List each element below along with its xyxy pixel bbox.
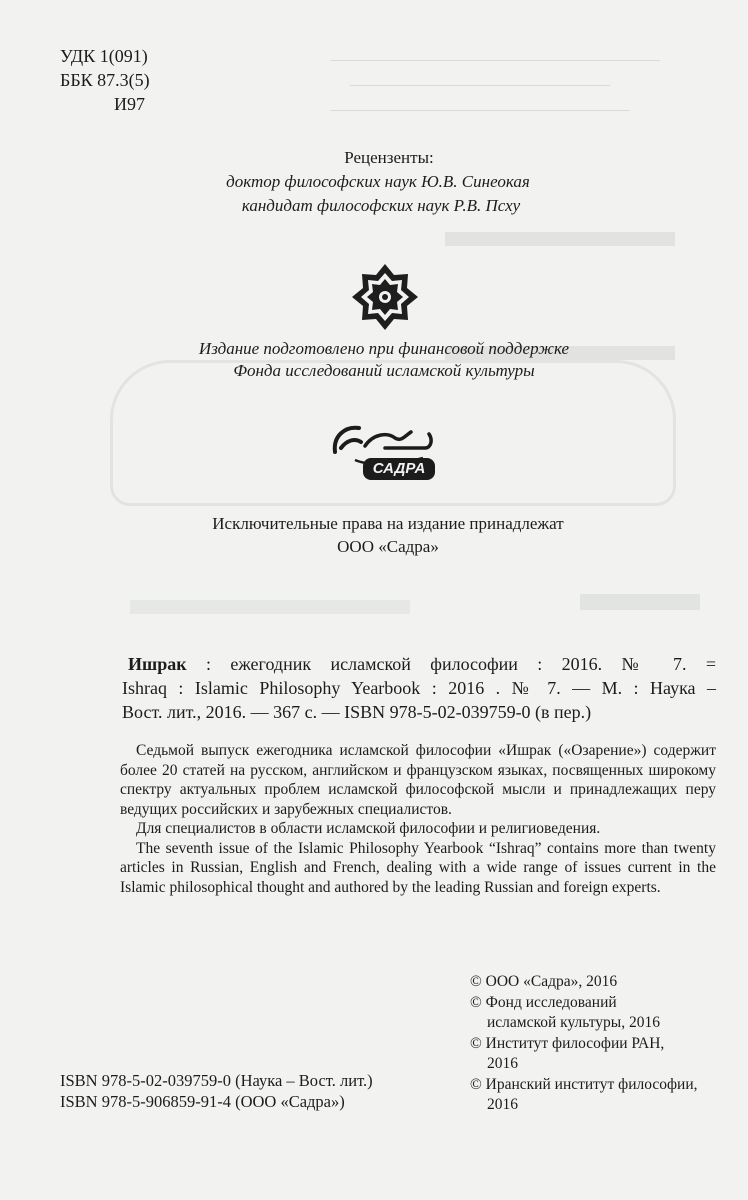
isbn-nauka: ISBN 978-5-02-039759-0 (Наука – Вост. лит.) <box>60 1071 373 1090</box>
copyright-fund-cont: исламской культуры, 2016 <box>487 1014 660 1031</box>
udk-code: УДК 1(091) <box>60 46 148 66</box>
funding-line-1: Издание подготовлено при финансовой поддержке <box>198 339 570 358</box>
bibliographic-record <box>122 652 716 724</box>
biblio-line-2: Ishraq : Islamic Philosophy Yearbook : 2016 . № 7. — М. : Наука – <box>122 678 716 698</box>
annotation-en: The seventh issue of the Islamic Philosophy Yearbook “Ishraq” contains more than twenty articles in Russian, English and French, dealing with a wide range of issues current in the Islamic philosophical thought and authored by the leading Russian and foreign experts. <box>120 839 716 896</box>
copyright-ran-year: 2016 <box>487 1055 518 1072</box>
reviewers-block <box>0 146 748 218</box>
rights-line-1: Исключительные права на издание принадлежат <box>212 514 564 533</box>
annotation-ru: Седьмой выпуск ежегодника исламской философии «Ишрак («Озарение») содержит более 20 статей на русском, английском и французском языках, посвященных широкому спектру актуальных проблем исламской философской мысли и принадлежащих перу ведущих российских и зарубежных специалистов. <box>120 742 716 818</box>
funding-line-2: Фонда исследований исламской культуры <box>233 361 535 380</box>
book-title: Ишрак <box>128 654 187 674</box>
bleed-through-subtitle <box>580 594 700 610</box>
reviewer-1: доктор философских наук Ю.В. Синеокая <box>226 172 530 191</box>
rights-note <box>0 512 748 558</box>
rights-line-2: ООО «Садра» <box>337 537 439 556</box>
copyright-iran: © Иранский институт философии, <box>470 1075 698 1093</box>
copyright-fund: © Фонд исследований <box>470 993 617 1011</box>
funding-note <box>0 338 748 382</box>
author-mark: И97 <box>114 94 145 114</box>
copyright-notices <box>470 972 698 1116</box>
reviewers-heading: Рецензенты: <box>344 148 434 167</box>
copyright-iran-year: 2016 <box>487 1096 518 1113</box>
annotation-audience: Для специалистов в области исламской философии и религиоведения. <box>136 820 601 837</box>
sadra-logo-icon <box>325 418 445 488</box>
copyright-ran: © Институт философии РАН, <box>470 1034 665 1052</box>
reviewer-2: кандидат философских наук Р.В. Псху <box>241 196 521 215</box>
star-emblem-icon <box>350 262 420 332</box>
sadra-logo-text: САДРА <box>372 460 426 477</box>
classification-block <box>60 44 150 116</box>
bleed-through-subtitle2 <box>130 600 410 614</box>
biblio-line-1-rest: : ежегодник исламской философии : 2016. № 7. = <box>186 654 716 674</box>
isbn-sadra: ISBN 978-5-906859-91-4 (ООО «Садра») <box>60 1092 345 1111</box>
bbk-code: ББК 87.3(5) <box>60 70 150 90</box>
bleed-through <box>330 36 660 111</box>
isbn-block <box>60 1070 373 1112</box>
biblio-line-1 <box>128 652 716 676</box>
biblio-line-3: Вост. лит., 2016. — 367 с. — ISBN 978-5-02-039759-0 (в пер.) <box>122 702 592 722</box>
copyright-sadra: © ООО «Садра», 2016 <box>470 973 618 990</box>
annotation <box>120 741 716 897</box>
